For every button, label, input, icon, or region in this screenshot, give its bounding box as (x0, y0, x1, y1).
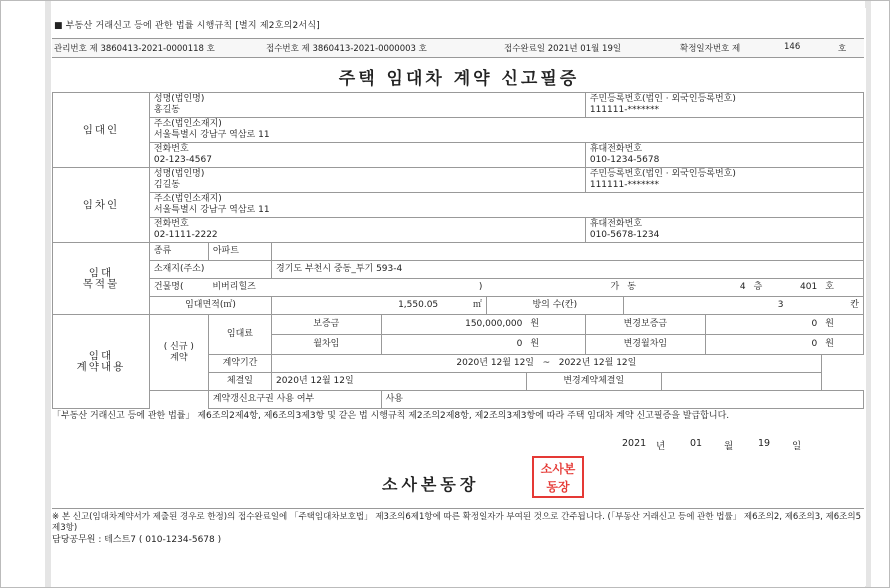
lessee-mobile-cell (585, 218, 863, 243)
monthly-change-won: 원 (821, 335, 863, 355)
property-location-label: 소재지(주소) (149, 261, 271, 279)
lessor-address-cell (149, 118, 863, 143)
property-group-label-2: 목적물 (82, 277, 120, 290)
property-location: 경기도 부천시 중동_투기 593-4 (272, 261, 864, 279)
fixed-date-suffix: 호 (838, 44, 847, 54)
lessor-address-label: 주소(법인소재지) (153, 119, 222, 129)
period-to: 2022년 12월 12일 (558, 358, 637, 368)
lessee-mobile-label: 휴대전화번호 (589, 219, 643, 229)
form-header: ■ 부동산 거래신고 등에 관한 법률 시행규칙 [별지 제2호의2서식] (54, 21, 320, 31)
lessee-phone-cell (149, 218, 585, 243)
lessee-name-cell (149, 168, 585, 193)
property-building-name: 비버리힐즈 (208, 279, 442, 297)
issue-month: 01 (690, 438, 703, 449)
registration-bar (52, 38, 864, 58)
notice-text: 「부동산 거래신고 등에 관한 법률」 제6조의2제4항, 제6조의3제3항 및 같은 법 시행규칙 제2조의2제8항, 제2조의3제3항에 따라 주택 임대차 계약 신고필증을 발급합니다. (52, 411, 730, 421)
lessor-row-address (53, 118, 864, 143)
issue-day: 19 (758, 438, 771, 449)
renewal-value: 사용 (381, 391, 863, 409)
lessor-row-phone (53, 143, 864, 168)
property-floor-suffix: 층 (750, 279, 788, 297)
contract-group-label-2: 계약내용 (76, 360, 126, 373)
lessor-row-name (53, 93, 864, 118)
lessor-name-label: 성명(법인명) (153, 94, 205, 104)
lessee-row-name (53, 168, 864, 193)
deposit-change-value: 0 (705, 315, 821, 335)
deposit-change-label: 변경보증금 (585, 315, 705, 335)
lessee-name: 김길동 (153, 180, 180, 190)
lessee-row-phone (53, 218, 864, 243)
lessor-id-cell (585, 93, 863, 118)
certificate-page (52, 8, 866, 586)
lessee-phone-label: 전화번호 (153, 219, 189, 229)
footnote: ※ 본 신고(임대차계약서가 제출된 경우로 한정)의 접수완료일에 「주택임대차보호법」 제3조의6제1항에 따른 확정일자가 부여된 것으로 간주됩니다. (「부동산 거래신고 등에 관한 법률」 제6조의2, 제6조의3, 제6조의5제3항) (52, 508, 864, 534)
lessee-id: 111111-******* (589, 180, 659, 190)
property-rooms-unit: 칸 (788, 297, 864, 315)
lessee-address-cell (149, 193, 863, 218)
lessee-name-label: 성명(법인명) (153, 169, 205, 179)
deposit-change-won: 원 (821, 315, 863, 335)
period-from: 2020년 12월 12일 (456, 358, 534, 368)
contract-row-deposit (53, 315, 864, 335)
period-separator: ~ (542, 358, 551, 368)
property-row-building (53, 279, 864, 297)
page-title: 주택 임대차 계약 신고필증 (338, 69, 580, 89)
lessor-mobile-label: 휴대전화번호 (589, 144, 643, 154)
left-margin-shade (45, 1, 51, 587)
monthly-change-label: 변경월차임 (585, 335, 705, 355)
property-building-label: 건물명( (149, 279, 208, 297)
lessor-id: 111111-******* (589, 105, 659, 115)
property-floor: 4 (661, 279, 749, 297)
contract-group-label-1: 임대 (88, 349, 114, 362)
contract-table (52, 92, 864, 409)
official-seal (532, 456, 584, 498)
renewal-indent (149, 391, 208, 409)
contract-row-renewal (53, 391, 864, 409)
lessee-id-label: 주민등록번호(법인 · 외국인등록번호) (589, 169, 736, 179)
issue-day-suffix: 일 (792, 441, 802, 452)
property-area-label: 임대면적(㎡) (149, 297, 271, 315)
lessee-address-label: 주소(법인소재지) (153, 194, 222, 204)
fixed-date-number: 146 (784, 42, 801, 52)
property-group-label (53, 243, 150, 315)
deposit-value: 150,000,000 (381, 315, 526, 335)
property-area-unit: ㎡ (442, 297, 486, 315)
contract-kind-1: ( 신규 ) (163, 341, 194, 352)
deposit-label: 보증금 (272, 315, 382, 335)
lessor-name: 홍길동 (153, 105, 180, 115)
management-number: 관리번호 제 3860413-2021-0000118 호 (54, 44, 215, 54)
lessor-address: 서울특별시 강남구 역삼로 11 (153, 130, 270, 140)
lessor-phone-cell (149, 143, 585, 168)
property-type-label: 종류 (149, 243, 208, 261)
property-row-location (53, 261, 864, 279)
period-value (272, 355, 822, 373)
property-ho-suffix: 호 (821, 279, 863, 297)
property-row-area (53, 297, 864, 315)
change-signed-label: 변경계약체결일 (526, 373, 661, 391)
property-group-label-1: 임대 (88, 266, 114, 279)
contract-group-label (53, 315, 150, 409)
contract-kind (149, 315, 208, 391)
lessor-phone: 02-123-4567 (153, 155, 212, 165)
monthly-value: 0 (381, 335, 526, 355)
property-rooms: 3 (623, 297, 787, 315)
property-building-gap (486, 279, 585, 297)
monthly-label: 월차임 (272, 335, 382, 355)
lessee-phone: 02-1111-2222 (153, 230, 218, 240)
seal-line-2: 동장 (546, 480, 570, 494)
property-area: 1,550.05 (272, 297, 443, 315)
lessor-mobile: 010-1234-5678 (589, 155, 660, 165)
lessee-address: 서울특별시 강남구 역삼로 11 (153, 205, 270, 215)
property-dong: 가 (585, 279, 623, 297)
lessee-mobile: 010-5678-1234 (589, 230, 660, 240)
property-type: 아파트 (208, 243, 271, 261)
rent-label: 임대료 (208, 315, 271, 355)
property-dong-suffix: 동 (623, 279, 661, 297)
officer-contact: 담당공무원 : 테스트7 ( 010-1234-5678 ) (52, 535, 222, 545)
issue-year-suffix: 년 (656, 441, 666, 452)
receipt-date: 접수완료일 2021년 01월 19일 (504, 44, 622, 54)
monthly-change-value: 0 (705, 335, 821, 355)
property-type-blank (272, 243, 864, 261)
contract-kind-2: 계약 (170, 352, 188, 363)
period-label: 계약기간 (208, 355, 271, 373)
seal-line-1: 소사본 (540, 462, 576, 476)
fixed-date-label: 확정일자번호 제 (680, 44, 741, 54)
receipt-number: 접수번호 제 3860413-2021-0000003 호 (266, 44, 427, 54)
lessee-row-address (53, 193, 864, 218)
lessor-phone-label: 전화번호 (153, 144, 189, 154)
renewal-label: 계약갱신요구권 사용 여부 (208, 391, 381, 409)
property-rooms-label: 방의 수(칸) (486, 297, 623, 315)
issue-year: 2021 (622, 438, 647, 449)
property-building-close: ) (442, 279, 486, 297)
change-signed-value (661, 373, 821, 391)
issue-month-suffix: 월 (724, 441, 734, 452)
lessor-mobile-cell (585, 143, 863, 168)
property-ho: 401 (788, 279, 822, 297)
signed-label: 체결일 (208, 373, 271, 391)
lessor-id-label: 주민등록번호(법인 · 외국인등록번호) (589, 94, 736, 104)
lessor-name-cell (149, 93, 585, 118)
lessee-id-cell (585, 168, 863, 193)
lessor-group-label: 임대인 (53, 93, 150, 168)
property-row-type (53, 243, 864, 261)
signed-value: 2020년 12월 12일 (272, 373, 527, 391)
monthly-won: 원 (526, 335, 585, 355)
lessee-group-label: 임차인 (53, 168, 150, 243)
deposit-won: 원 (526, 315, 585, 335)
issuing-office: 소사본동장 (382, 475, 480, 494)
